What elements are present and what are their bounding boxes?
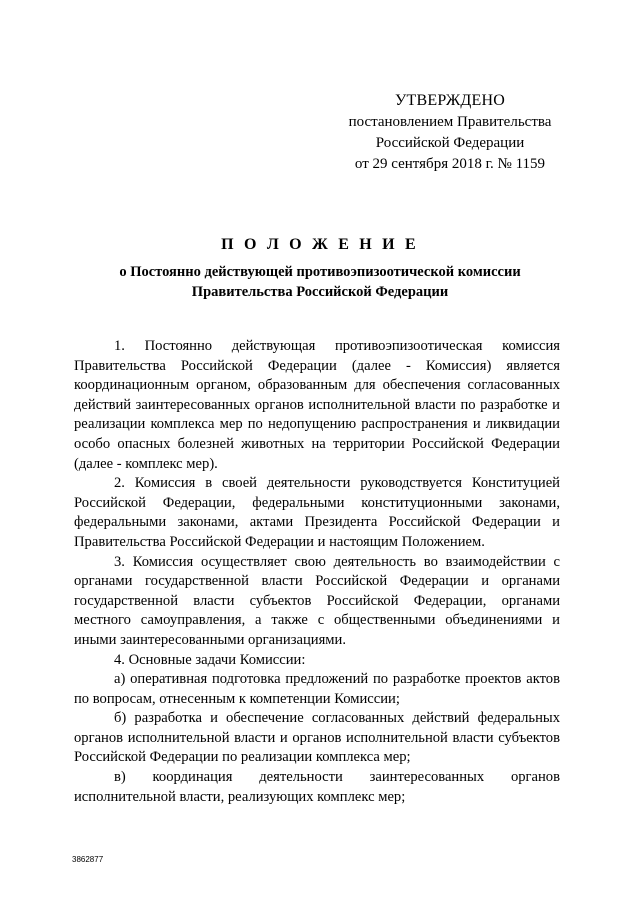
document-body bbox=[74, 337, 560, 807]
paragraph-4b: б) разработка и обеспечение согласованных действий федеральных органов исполнительной власти и органов исполнительной власти субъектов Российской Федерации по реализации комплекса мер; bbox=[74, 710, 560, 766]
paragraph-3: 3. Комиссия осуществляет свою деятельность во взаимодействии с органами государственной власти Российской Федерации и органами государственной власти субъектов Российской Федерации, органами местного самоуправления, а также с общественными объединениями и иными заинтересованными организациями. bbox=[74, 553, 560, 648]
subtitle-line-2: Правительства Российской Федерации bbox=[191, 284, 449, 300]
approval-block bbox=[300, 90, 600, 175]
paragraph-4a: а) оперативная подготовка предложений по разработке проектов актов по вопросам, отнесенным к компетенции Комиссии; bbox=[74, 671, 560, 707]
paragraph-4c: в) координация деятельности заинтересованных органов исполнительной власти, реализующих комплекс мер; bbox=[74, 769, 560, 805]
approval-line-country: Российской Федерации bbox=[375, 135, 525, 151]
paragraph-1: 1. Постоянно действующая противоэпизоотическая комиссия Правительства Российской Федерации (далее - Комиссия) является координационным органом, образованным для обеспечения согласованных действий заинтересованных органов исполнительной власти по разработке и реализации комплекса мер по недопущению распространения и ликвидации особо опасных болезней животных на территории Российской Федерации (далее - комплекс мер). bbox=[74, 338, 560, 472]
approval-heading: УТВЕРЖДЕНО bbox=[394, 92, 505, 109]
document-title: П О Л О Ж Е Н И Е bbox=[221, 236, 419, 253]
paragraph-2: 2. Комиссия в своей деятельности руководствуется Конституцией Российской Федерации, федеральными конституционными законами, федеральными законами, актами Президента Российской Федерации и Правительства Российской Федерации и настоящим Положением. bbox=[74, 475, 560, 550]
subtitle-line-1: о Постоянно действующей противоэпизоотической комиссии bbox=[119, 264, 521, 280]
paragraph-4: 4. Основные задачи Комиссии: bbox=[114, 651, 306, 668]
document-subtitle bbox=[60, 262, 580, 302]
approval-line-resolution: постановлением Правительства bbox=[348, 114, 552, 130]
document-code: 3862877 bbox=[72, 855, 104, 864]
approval-line-date-number: от 29 сентября 2018 г. № 1159 bbox=[354, 156, 546, 172]
